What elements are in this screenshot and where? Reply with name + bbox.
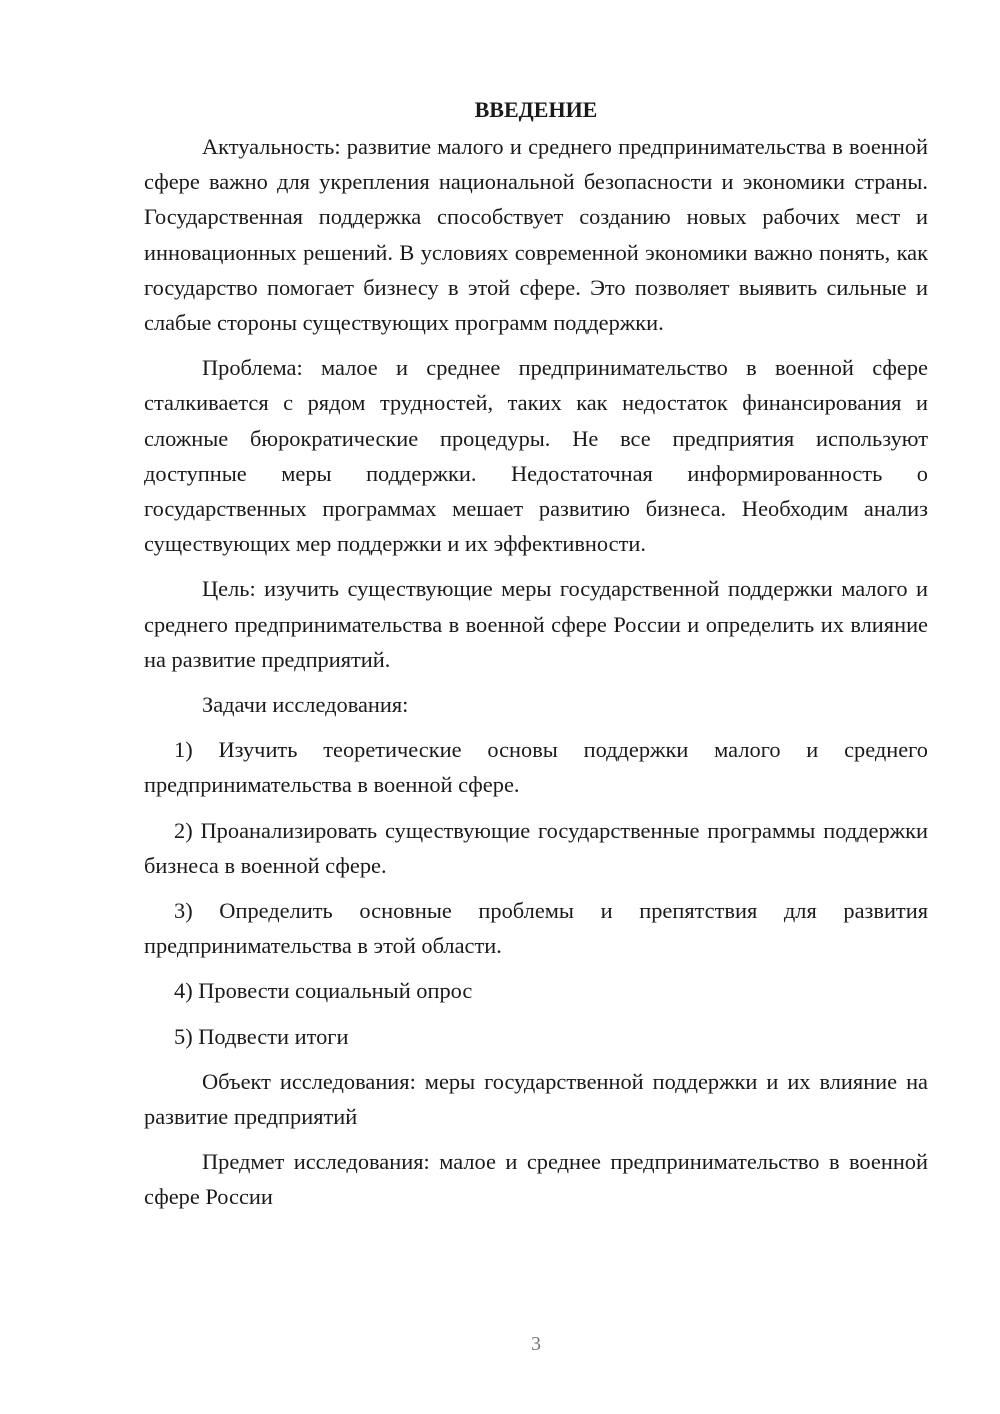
tasks-heading: Задачи исследования: [202,692,409,718]
task-item-4: 4) Провести социальный опрос [174,978,473,1004]
paragraph-object: Объект исследования: меры государственной поддержки и их влияние на развитие предприятий [144,1068,928,1130]
paragraph-subject: Предмет исследования: малое и среднее предпринимательство в военной сфере России [144,1149,928,1210]
paragraph-relevance: Актуальность: развитие малого и среднего предпринимательства в военной сфере важно для укрепления национальной безопасности и экономики страны. Государственная поддержка способствует созданию новых рабочих мест и инновационных решений. В условиях современной экономики важно понять, как государство помогает бизнесу в этой сфере. Это позволяет выявить сильные и слабые стороны существующих программ поддержки. [144,134,928,336]
paragraph-goal: Цель: изучить существующие меры государственной поддержки малого и среднего предпринимательства в военной сфере России и определить их влияние на развитие предприятий. [144,576,928,672]
task-item-3: 3) Определить основные проблемы и препятствия для развития предпринимательства в этой области. [144,898,928,959]
task-item-5: 5) Подвести итоги [174,1023,349,1049]
page-number: 3 [531,1333,541,1355]
task-item-1: 1) Изучить теоретические основы поддержки малого и среднего предпринимательства в военной сфере. [144,737,928,798]
section-title: ВВЕДЕНИЕ [474,97,598,122]
task-item-2: 2) Проанализировать существующие государственные программы поддержки бизнеса в военной сфере. [144,817,928,878]
paragraph-problem: Проблема: малое и среднее предпринимательство в военной сфере сталкивается с рядом трудностей, таких как недостаток финансирования и сложные бюрократические процедуры. Не все предприятия используют доступные меры поддержки. Недостаточная информированность о государственных программах мешает развитию бизнеса. Необходим анализ существующих мер поддержки и их эффективности. [144,355,928,557]
document-page [144,92,928,1225]
